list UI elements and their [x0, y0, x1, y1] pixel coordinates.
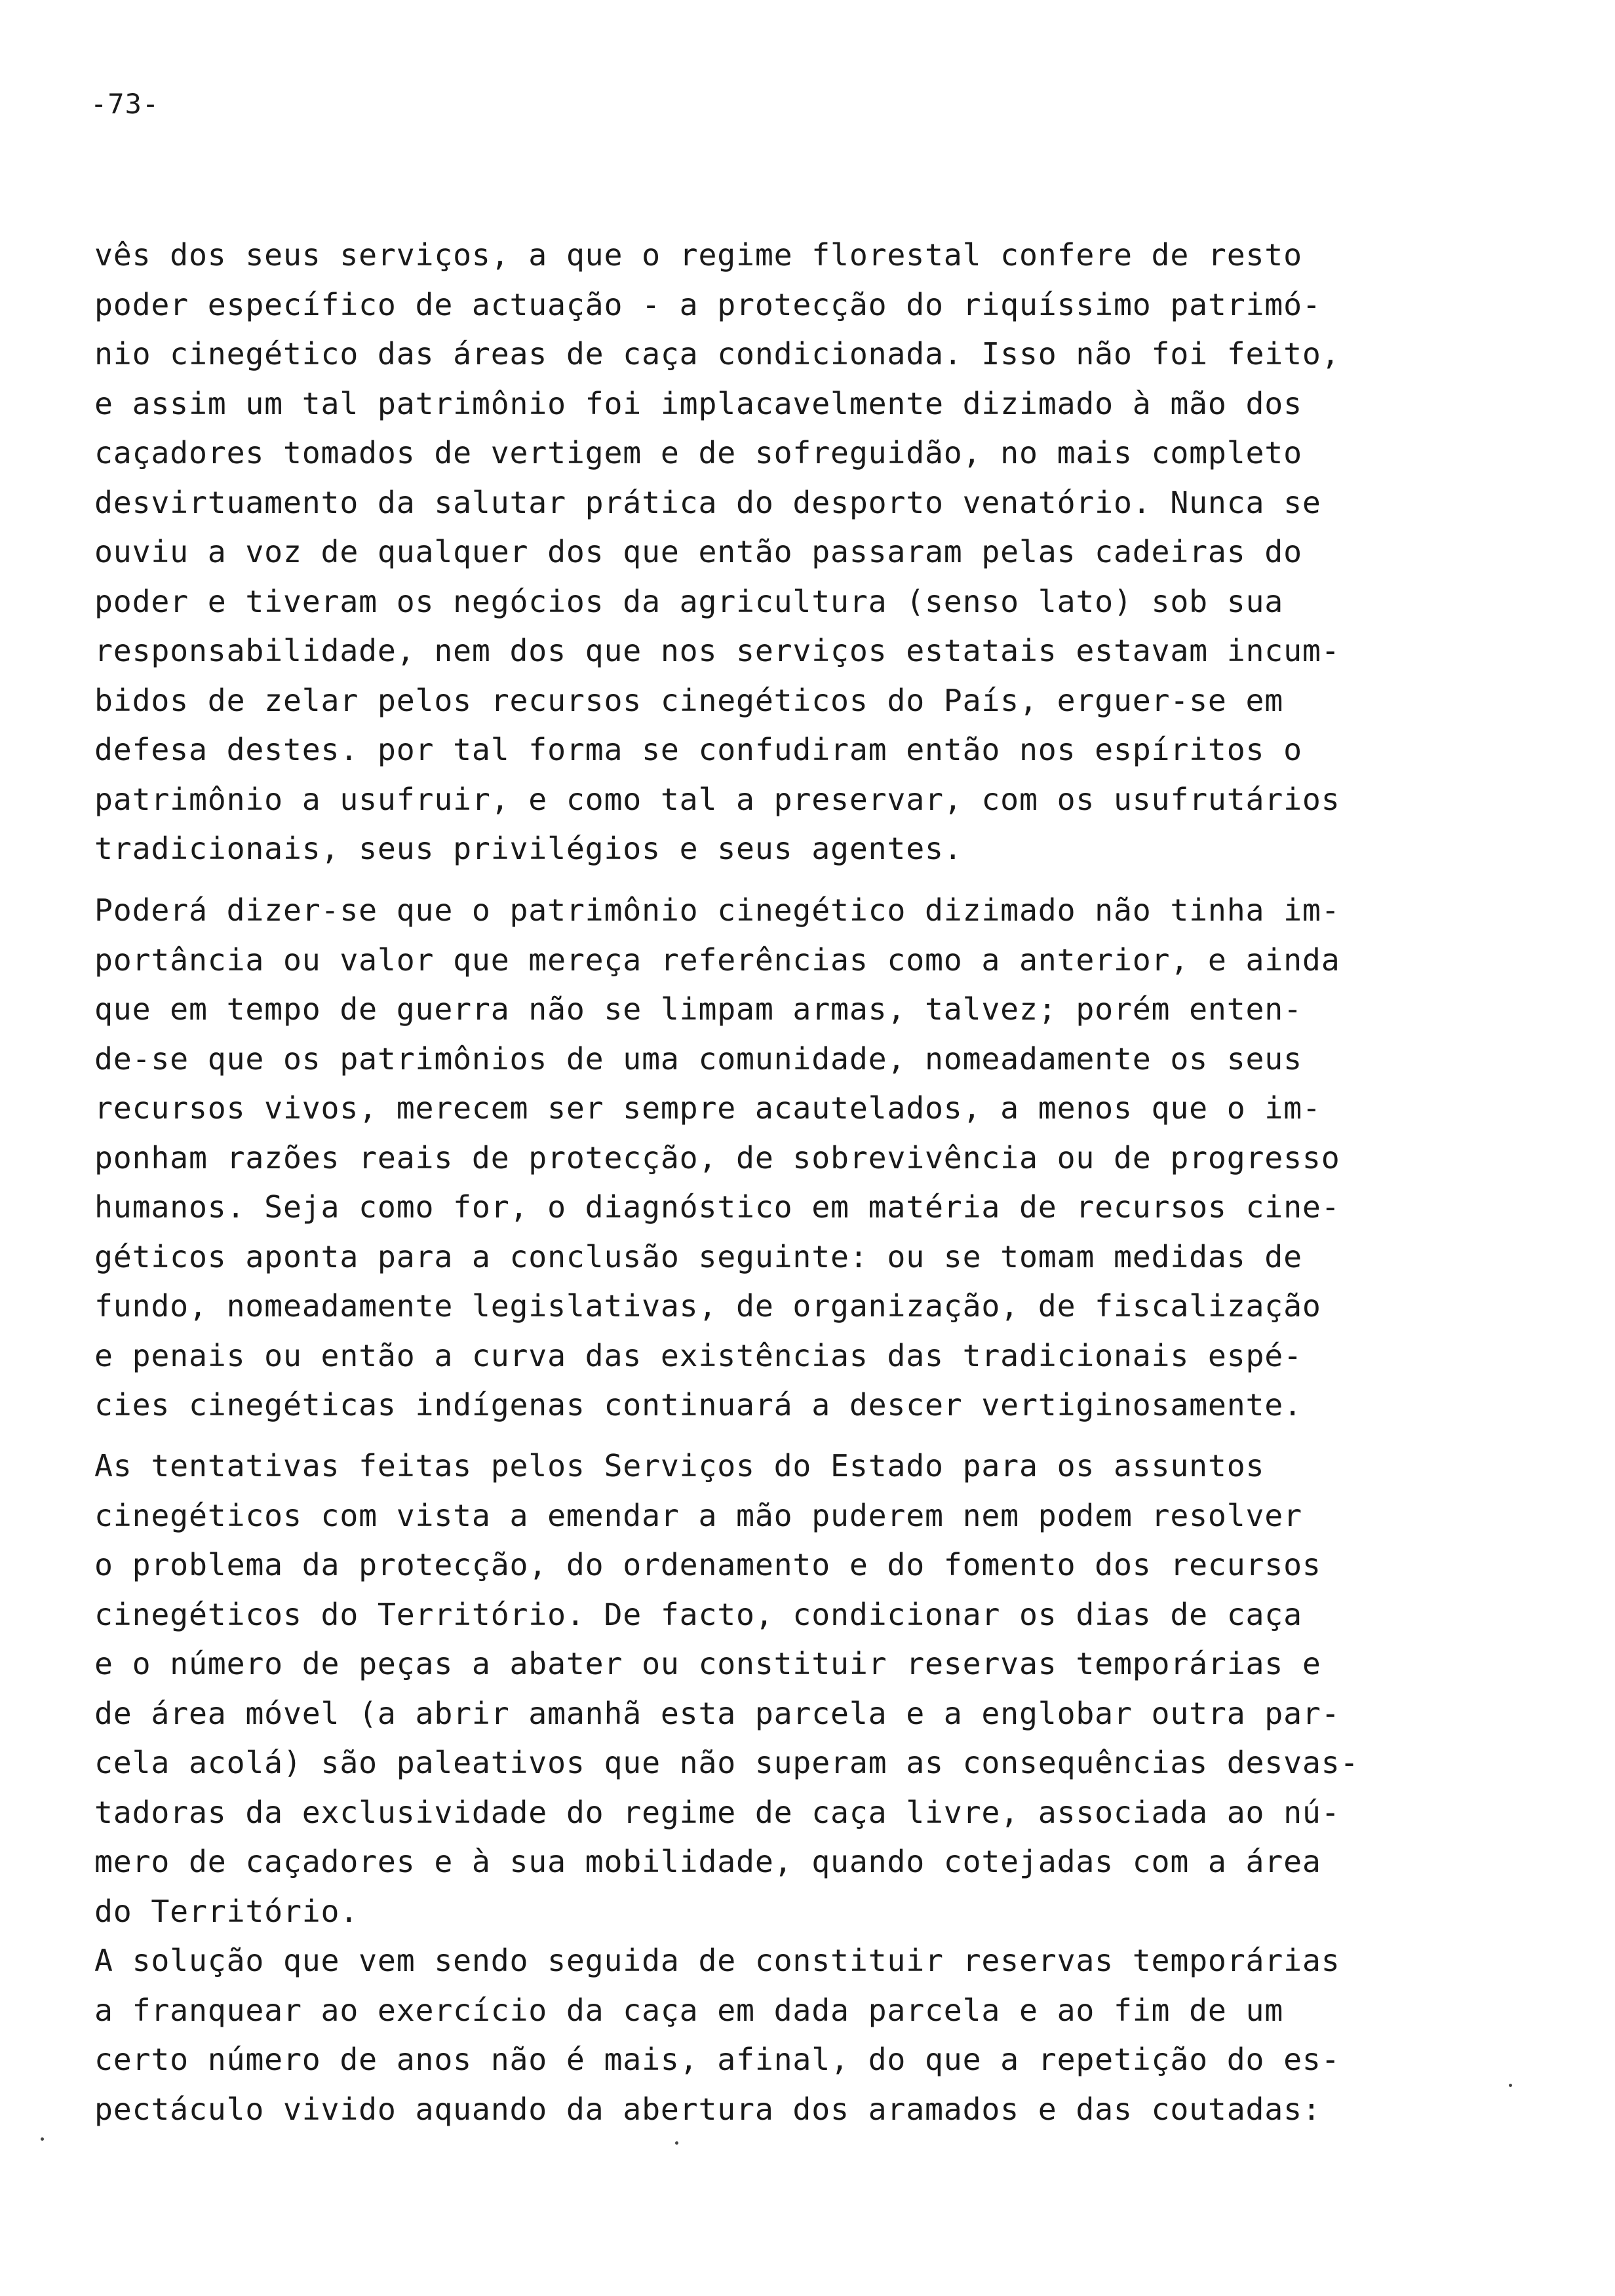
text-line: e o número de peças a abater ou constituir reservas temporárias e	[94, 1646, 1321, 1681]
scan-speck	[1509, 2084, 1512, 2087]
text-line: cela acolá) são paleativos que não superam as consequências desvas-	[94, 1745, 1359, 1780]
text-line: a franquear ao exercício da caça em dada parcela e ao fim de um	[94, 1992, 1284, 2028]
scan-speck	[41, 2137, 44, 2141]
text-line: Poderá dizer-se que o patrimônio cinegético dizimado não tinha im-	[94, 892, 1340, 928]
text-line: poder e tiveram os negócios da agricultura (senso lato) sob sua	[94, 583, 1284, 619]
paragraph-3	[94, 1442, 1563, 1936]
text-line: e assim um tal patrimônio foi implacavelmente dizimado à mão dos	[94, 385, 1302, 421]
text-line: desvirtuamento da salutar prática do desporto venatório. Nunca se	[94, 484, 1321, 520]
text-line: e penais ou então a curva das existências das tradicionais espé-	[94, 1337, 1302, 1373]
text-line: portância ou valor que mereça referências como a anterior, e ainda	[94, 942, 1340, 978]
text-line: ponham razões reais de protecção, de sobrevivência ou de progresso	[94, 1139, 1340, 1176]
text-line: que em tempo de guerra não se limpam armas, talvez; porém enten-	[94, 991, 1302, 1027]
text-line: bidos de zelar pelos recursos cinegéticos do País, erguer-se em	[94, 682, 1284, 718]
text-line: de-se que os patrimônios de uma comunidade, nomeadamente os seus	[94, 1041, 1302, 1077]
paragraph-4	[94, 1936, 1563, 2134]
scan-speck	[675, 2141, 678, 2145]
text-line: pectáculo vivido aquando da abertura dos aramados e das coutadas:	[94, 2091, 1321, 2127]
text-line: vês dos seus serviços, a que o regime florestal confere de resto	[94, 237, 1302, 273]
text-line: As tentativas feitas pelos Serviços do Estado para os assuntos	[94, 1448, 1265, 1483]
text-line: A solução que vem sendo seguida de constituir reservas temporárias	[94, 1943, 1340, 1978]
text-line: mero de caçadores e à sua mobilidade, quando cotejadas com a área	[94, 1844, 1321, 1879]
page-number: -73-	[90, 88, 160, 120]
text-line: recursos vivos, merecem ser sempre acautelados, a menos que o im-	[94, 1090, 1321, 1126]
text-line: caçadores tomados de vertigem e de sofreguidão, no mais completo	[94, 435, 1302, 470]
text-line: certo número de anos não é mais, afinal, do que a repetição do es-	[94, 2042, 1340, 2077]
text-line: defesa destes. por tal forma se confudiram então nos espíritos o	[94, 732, 1302, 767]
text-line: nio cinegético das áreas de caça condicionada. Isso não foi feito,	[94, 336, 1340, 372]
text-line: cies cinegéticas indígenas continuará a descer vertiginosamente.	[94, 1387, 1302, 1423]
text-line: o problema da protecção, do ordenamento e do fomento dos recursos	[94, 1547, 1321, 1582]
text-line: do Território.	[94, 1893, 359, 1929]
text-line: cinegéticos com vista a emendar a mão puderem nem podem resolver	[94, 1497, 1302, 1533]
text-line: responsabilidade, nem dos que nos serviços estatais estavam incum-	[94, 633, 1340, 668]
paragraph-1	[94, 231, 1563, 874]
paragraph-2	[94, 886, 1563, 1430]
text-line: tradicionais, seus privilégios e seus agentes.	[94, 831, 963, 866]
text-line: cinegéticos do Território. De facto, condicionar os dias de caça	[94, 1596, 1302, 1632]
text-line: fundo, nomeadamente legislativas, de organização, de fiscalização	[94, 1288, 1321, 1324]
text-line: tadoras da exclusividade do regime de caça livre, associada ao nú-	[94, 1794, 1340, 1830]
text-line: poder específico de actuação - a protecção do riquíssimo patrimó-	[94, 286, 1321, 322]
text-line: humanos. Seja como for, o diagnóstico em matéria de recursos cine-	[94, 1189, 1340, 1225]
text-line: de área móvel (a abrir amanhã esta parcela e a englobar outra par-	[94, 1695, 1340, 1731]
text-line: géticos aponta para a conclusão seguinte: ou se tomam medidas de	[94, 1238, 1302, 1274]
text-line: ouviu a voz de qualquer dos que então passaram pelas cadeiras do	[94, 534, 1302, 569]
text-line: patrimônio a usufruir, e como tal a preservar, com os usufrutários	[94, 781, 1340, 817]
